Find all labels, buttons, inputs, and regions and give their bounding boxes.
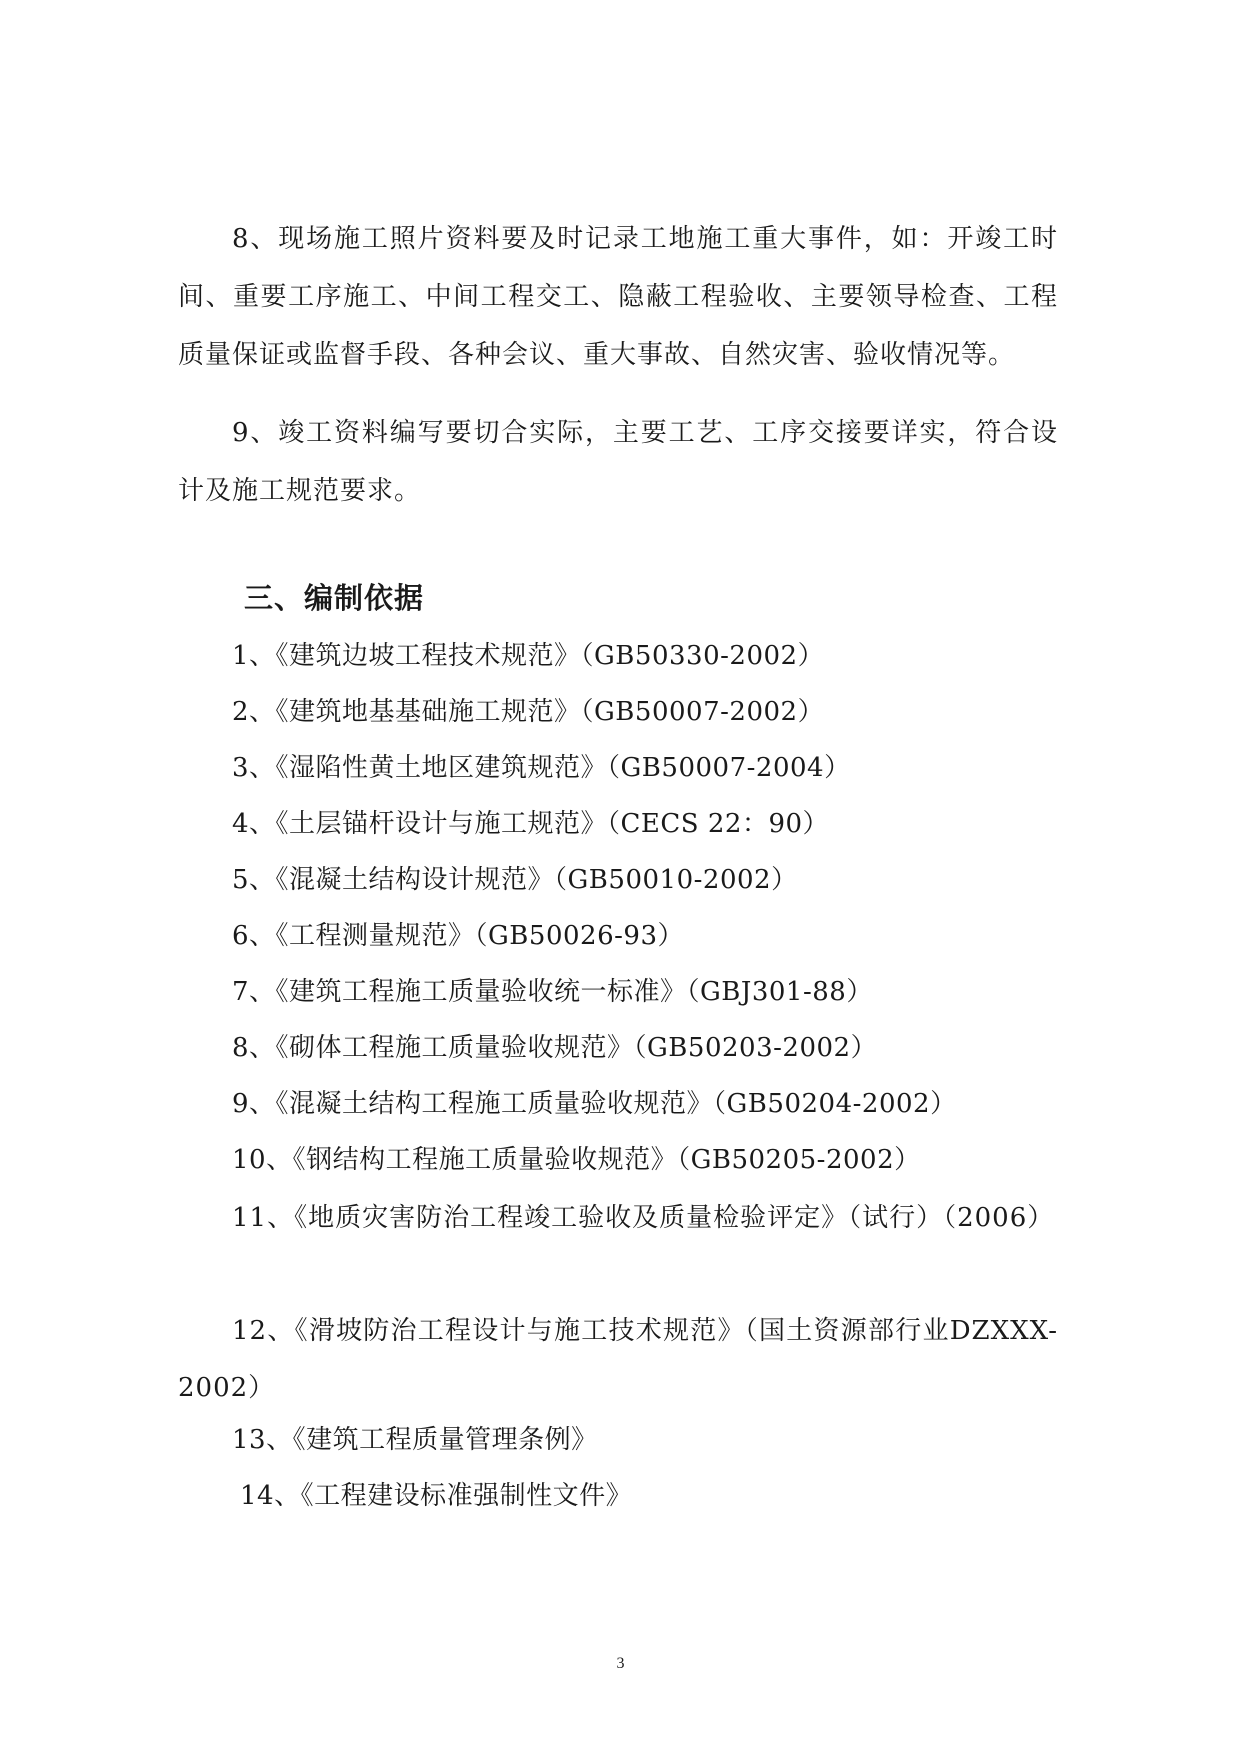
reference-item-13: 13、《建筑工程质量管理条例》 [232,1425,598,1455]
reference-item-1: 1、《建筑边坡工程技术规范》（GB50330-2002） [232,641,825,671]
reference-item-12: 12、《滑坡防治工程设计与施工技术规范》（国土资源部行业DZXXX-2002） [178,1316,1058,1403]
reference-item-4: 4、《土层锚杆设计与施工规范》（CECS 22：90） [232,809,830,839]
reference-item-3: 3、《湿陷性黄土地区建筑规范》（GB50007-2004） [232,753,851,783]
reference-item-2: 2、《建筑地基基础施工规范》（GB50007-2002） [232,697,825,727]
section-heading: 三、编制依据 [244,581,425,615]
reference-item-14: 14、《工程建设标准强制性文件》 [240,1481,633,1511]
reference-item-8: 8、《砌体工程施工质量验收规范》（GB50203-2002） [232,1033,878,1063]
reference-item-11: 11、《地质灾害防治工程竣工验收及质量检验评定》（试行）（2006） [232,1203,1055,1233]
reference-item-5: 5、《混凝土结构设计规范》（GB50010-2002） [232,865,798,895]
page-number: 3 [616,1655,625,1672]
reference-item-6: 6、《工程测量规范》（GB50026-93） [232,921,684,951]
reference-item-7: 7、《建筑工程施工质量验收统一标准》（GBJ301-88） [232,977,873,1007]
paragraph-item-9: 9、竣工资料编写要切合实际，主要工艺、工序交接要详实，符合设计及施工规范要求。 [178,418,1058,506]
reference-item-9: 9、《混凝土结构工程施工质量验收规范》（GB50204-2002） [232,1089,957,1119]
paragraph-item-8: 8、现场施工照片资料要及时记录工地施工重大事件，如：开竣工时间、重要工序施工、中间工程交工、隐蔽工程验收、主要领导检查、工程质量保证或监督手段、各种会议、重大事故、自然灾害、验收情况等。 [178,224,1058,370]
reference-item-10: 10、《钢结构工程施工质量验收规范》（GB50205-2002） [232,1145,921,1175]
